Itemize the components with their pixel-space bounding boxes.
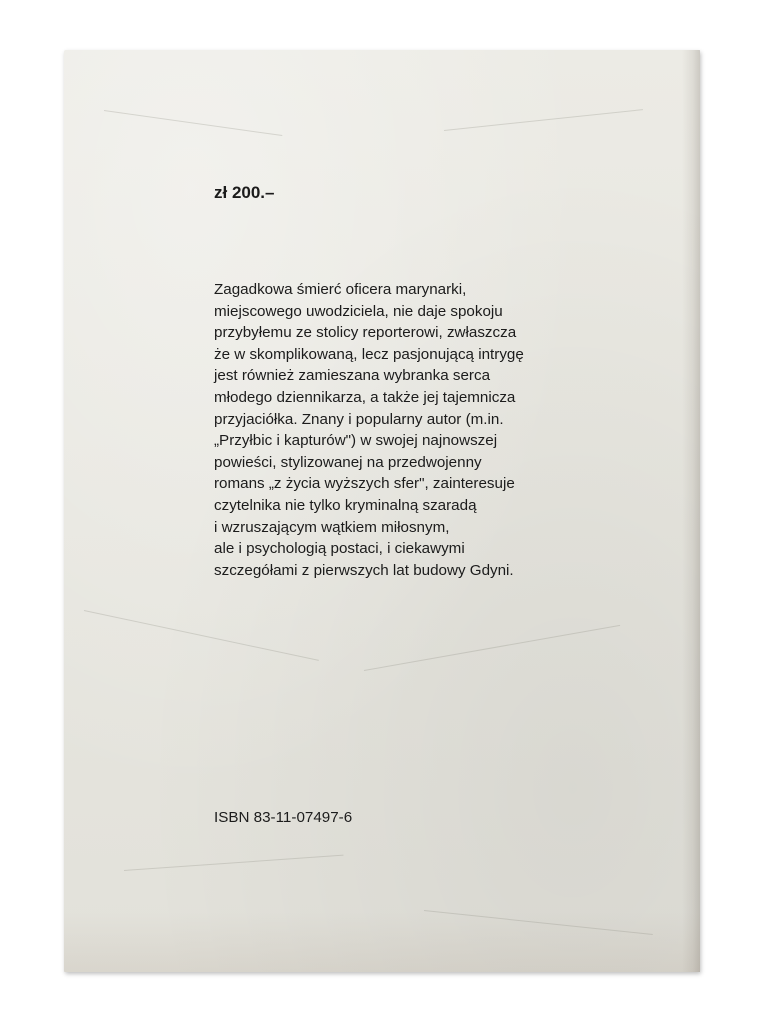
blurb-line: przybyłemu ze stolicy reporterowi, zwłaszcza (214, 324, 517, 342)
blurb-line: że w skomplikowaną, lecz pasjonującą intrygę (214, 345, 524, 363)
paper-crease (364, 625, 620, 671)
blurb-line: romans „z życia wyższych sfer", zainteresuje (214, 475, 515, 493)
isbn-label: ISBN 83-11-07497-6 (214, 809, 353, 826)
blurb-line: jest również zamieszana wybranka serca (214, 367, 491, 385)
paper-crease (124, 855, 344, 871)
cover-spine-edge (682, 50, 700, 972)
cover-wear-shading (64, 912, 700, 972)
blurb-line: powieści, stylizowanej na przedwojenny (214, 453, 482, 471)
paper-crease (104, 110, 282, 136)
blurb-line: przyjaciółka. Znany i popularny autor (m.in. (214, 410, 504, 428)
blurb-line: i wzruszającym wątkiem miłosnym, (214, 518, 450, 536)
paper-crease (84, 610, 319, 661)
blurb-line: czytelnika nie tylko kryminalną szaradą (214, 496, 477, 514)
blurb-line: szczegółami z pierwszych lat budowy Gdyni. (214, 561, 514, 579)
book-blurb (214, 279, 634, 581)
blurb-line: młodego dziennikarza, a także jej tajemnicza (214, 388, 516, 406)
book-back-cover (64, 50, 700, 972)
blurb-line: „Przyłbic i kapturów") w swojej najnowszej (214, 432, 498, 450)
blurb-line: Zagadkowa śmierć oficera marynarki, (214, 281, 467, 298)
price-label: zł 200.– (214, 183, 275, 202)
blurb-line: miejscowego uwodziciela, nie daje spokoju (214, 302, 503, 320)
blurb-line: ale i psychologią postaci, i ciekawymi (214, 540, 465, 558)
paper-crease (444, 109, 643, 131)
